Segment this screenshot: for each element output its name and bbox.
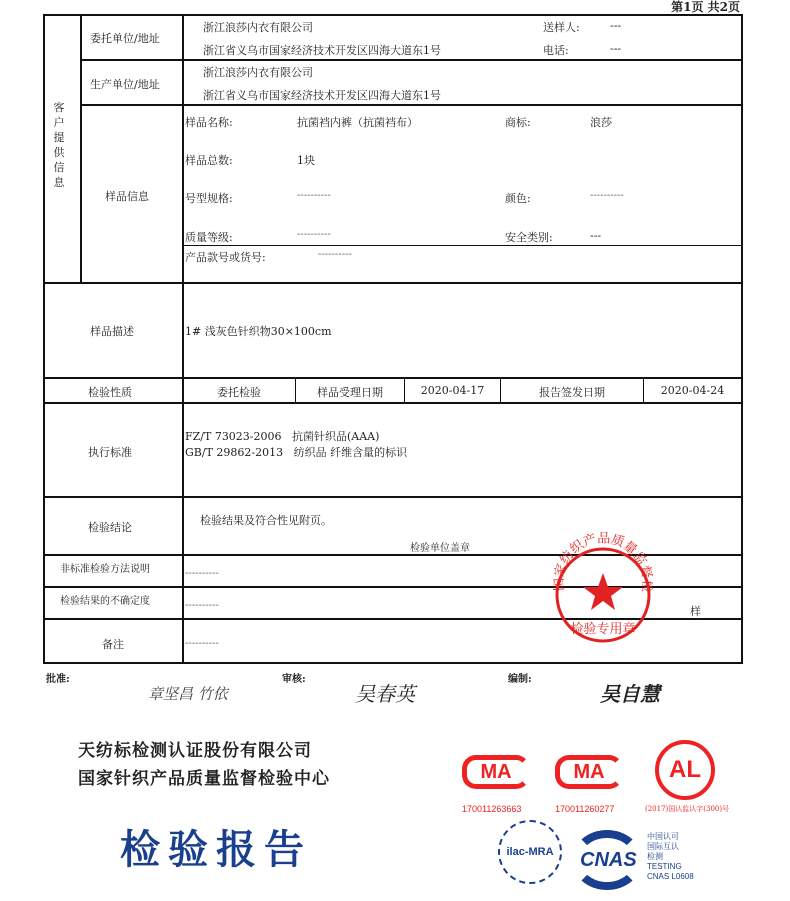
nature-value: 委托检验 [217,386,261,399]
standards-label: 执行标准 [88,446,132,459]
producer-label: 生产单位/地址 [90,78,160,91]
approve-signature: 章坚昌 竹依 [148,685,228,703]
cnas-caption-line: TESTING [647,862,682,871]
cal-number: (2017)国认监认字(300)号 [645,805,730,813]
grade-label: 质量等级: [185,231,233,244]
sample-info-label: 样品信息 [105,190,149,203]
svg-text:检验专用章: 检验专用章 [570,622,636,637]
remarks-label: 备注 [102,638,124,651]
brand: 浪莎 [590,116,612,129]
nonstandard-value: ---------- [185,568,219,579]
sample-name-label: 样品名称: [185,116,233,129]
phone-value: --- [610,42,622,55]
approve-label: 批准: [46,674,70,685]
standard-line: GB/T 29862-2013 纺织品 纤维含量的标识 [185,446,408,459]
customer-section-label: 客户提供信息 [53,101,65,189]
brand-label: 商标: [505,116,531,129]
model-label: 号型规格: [185,192,233,205]
cma2-number: 170011260277 [555,804,615,814]
conclusion-value: 检验结果及符合性见附页。 [200,514,332,527]
sender-value: --- [610,19,622,32]
issued-date: 2020-04-24 [660,384,725,397]
grade: ---------- [297,229,331,240]
count-label: 样品总数: [185,154,233,167]
cma-logo-icon: MA [555,755,623,789]
seal-label: 检验单位盖章 [410,543,470,554]
cma-logo-icon: MA [462,755,530,789]
svg-text:国家纺织产品质量监督检验中心: 国家纺织产品质量监督检 [553,531,653,594]
cnas-caption-line: 中国认可 [647,832,679,841]
color: ---------- [590,190,624,201]
nature-label: 检验性质 [88,386,132,399]
issued-label: 报告签发日期 [539,386,605,399]
model: ---------- [297,190,331,201]
cnas-text: CNAS [580,849,637,871]
client-address: 浙江省义乌市国家经济技术开发区四海大道东1号 [203,44,441,57]
official-stamp [553,515,653,665]
cnas-caption-line: 国际互认 [647,842,679,851]
producer-address: 浙江省义乌市国家经济技术开发区四海大道东1号 [203,89,441,102]
compile-signature: 吴自慧 [600,682,660,706]
received-label: 样品受理日期 [317,386,383,399]
nonstandard-label: 非标准检验方法说明 [60,564,150,575]
review-signature: 吴春英 [355,682,415,706]
cal-logo-icon: AL [655,740,715,800]
phone-label: 电话: [543,44,569,57]
received-date: 2020-04-17 [420,384,485,397]
review-label: 审核: [282,674,306,685]
org-center-name: 国家针织产品质量监督检验中心 [78,769,330,789]
cnas-caption-line: 检测 [647,852,663,861]
org-name: 天纺标检测认证股份有限公司 [78,741,312,761]
client-name: 浙江浪莎内衣有限公司 [203,21,313,34]
cnas-caption [647,832,694,882]
page-indicator: 第1页 共2页 [671,0,740,14]
remarks-value: ---------- [185,638,219,649]
conclusion-label: 检验结论 [88,521,132,534]
producer-name: 浙江浪莎内衣有限公司 [203,66,313,79]
ilac-text: ilac-MRA [506,846,554,858]
compile-label: 编制: [508,674,532,685]
sample-name: 抗菌裆内裤（抗菌裆布） [297,116,418,129]
report-title: 检验报告 [120,826,312,873]
cma1-number: 170011263663 [462,804,522,814]
count: 1块 [297,154,315,167]
safety-label: 安全类别: [505,231,553,244]
description-label: 样品描述 [90,325,134,338]
sender-label: 送样人: [543,21,580,34]
client-label: 委托单位/地址 [90,32,160,45]
item-no: ---------- [318,249,352,260]
cnas-caption-line: CNAS L0608 [647,872,694,881]
description-value: 1# 浅灰色针织物30×100cm [185,325,332,338]
uncertainty-value: ---------- [185,600,219,611]
color-label: 颜色: [505,192,531,205]
ilac-logo-icon [498,820,562,884]
cnas-logo-icon [572,830,642,890]
item-no-label: 产品款号或货号: [185,251,266,264]
uncertainty-label: 检验结果的不确定度 [60,596,150,607]
standard-line: FZ/T 73023-2006 抗菌针织品(AAA) [185,430,380,443]
safety: --- [590,229,602,242]
side-char: 样 [690,605,701,618]
